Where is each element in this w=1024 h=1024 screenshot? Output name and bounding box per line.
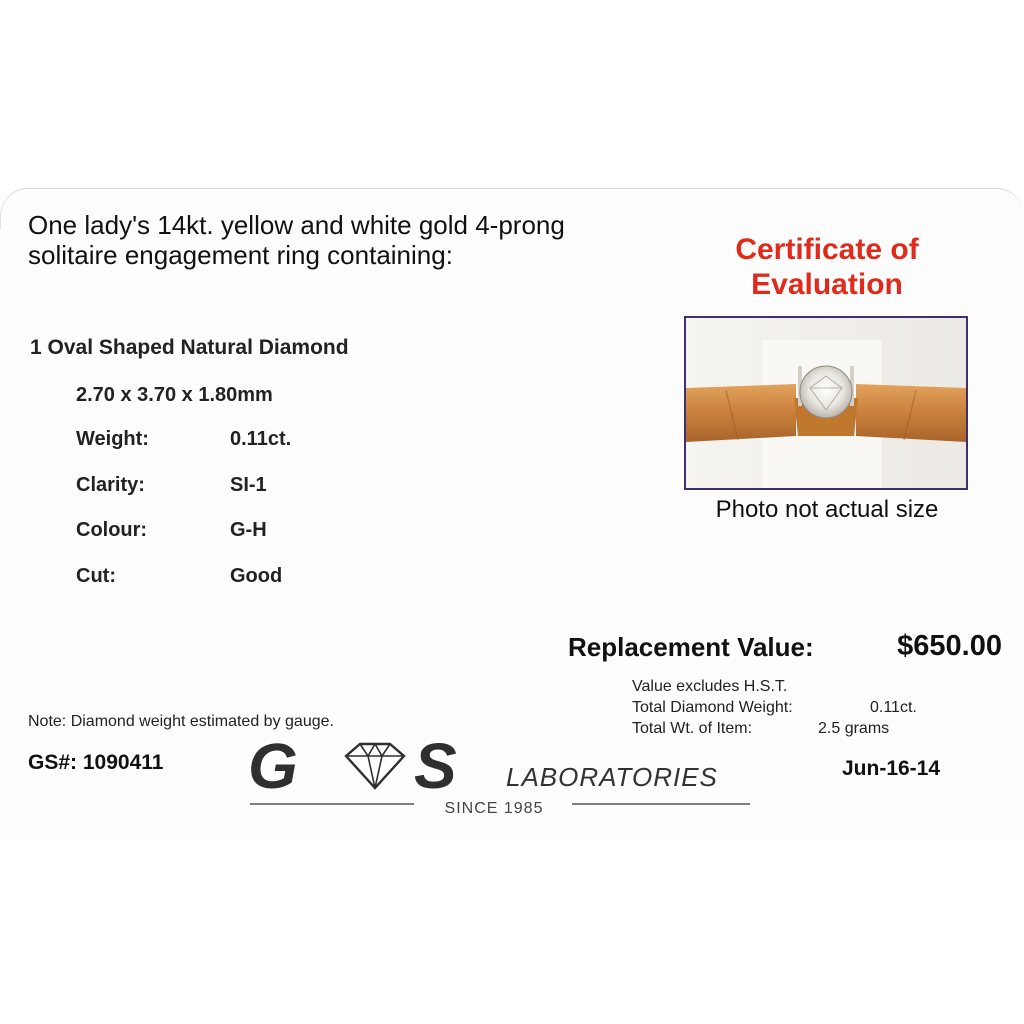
- spec-row-cut: [76, 565, 282, 588]
- spec-value: 0.11ct.: [230, 428, 292, 450]
- replacement-label: Replacement Value:: [568, 632, 814, 662]
- logo-letter-g: G: [248, 738, 298, 802]
- logo-word: LABORATORIES: [506, 762, 718, 792]
- gs-number: GS#: 1090411: [28, 751, 164, 774]
- spec-label: Clarity:: [76, 474, 145, 496]
- spec-label: Colour:: [76, 519, 148, 541]
- ring-description: [28, 210, 678, 270]
- spec-value: G-H: [230, 519, 267, 541]
- total-item-weight: [632, 718, 917, 739]
- gauge-note: Note: Diamond weight estimated by gauge.: [28, 713, 334, 730]
- replacement-amount: $650.00: [897, 630, 1002, 662]
- total-item-value: 2.5 grams: [818, 720, 890, 737]
- replacement-value: [568, 632, 1002, 663]
- total-item-label: Total Wt. of Item:: [632, 720, 753, 737]
- weight-notes: [632, 676, 917, 739]
- spec-row-clarity: [76, 474, 267, 497]
- excludes-note: Value excludes H.S.T.: [632, 678, 788, 695]
- diamond-icon: [346, 744, 404, 788]
- ring-photo: [684, 316, 968, 490]
- certificate-date: Jun-16-14: [842, 757, 941, 780]
- spec-value: SI-1: [230, 474, 267, 496]
- spec-label: Cut:: [76, 565, 116, 587]
- spec-row-colour: [76, 519, 267, 542]
- logo-letter-s: S: [414, 738, 457, 802]
- diamond-heading: 1 Oval Shaped Natural Diamond: [30, 336, 349, 359]
- photo-caption: Photo not actual size: [715, 496, 939, 523]
- certificate-title: [684, 232, 970, 302]
- spec-row-weight: [76, 428, 291, 451]
- certificate-title-line-2: Evaluation: [751, 268, 903, 301]
- spec-label: Weight:: [76, 428, 149, 450]
- total-diamond-label: Total Diamond Weight:: [632, 699, 793, 716]
- description-line-1: One lady's 14kt. yellow and white gold 4-prong: [28, 210, 565, 240]
- certificate-title-line-1: Certificate of: [735, 233, 919, 266]
- diamond-dimensions: 2.70 x 3.70 x 1.80mm: [76, 384, 273, 406]
- description-line-2: solitaire engagement ring containing:: [28, 240, 453, 270]
- total-diamond-value: 0.11ct.: [870, 699, 917, 716]
- since-text: SINCE 1985: [444, 800, 544, 817]
- total-diamond-weight: [632, 697, 917, 718]
- spec-value: Good: [230, 565, 283, 587]
- ring-photo-image: [686, 318, 966, 488]
